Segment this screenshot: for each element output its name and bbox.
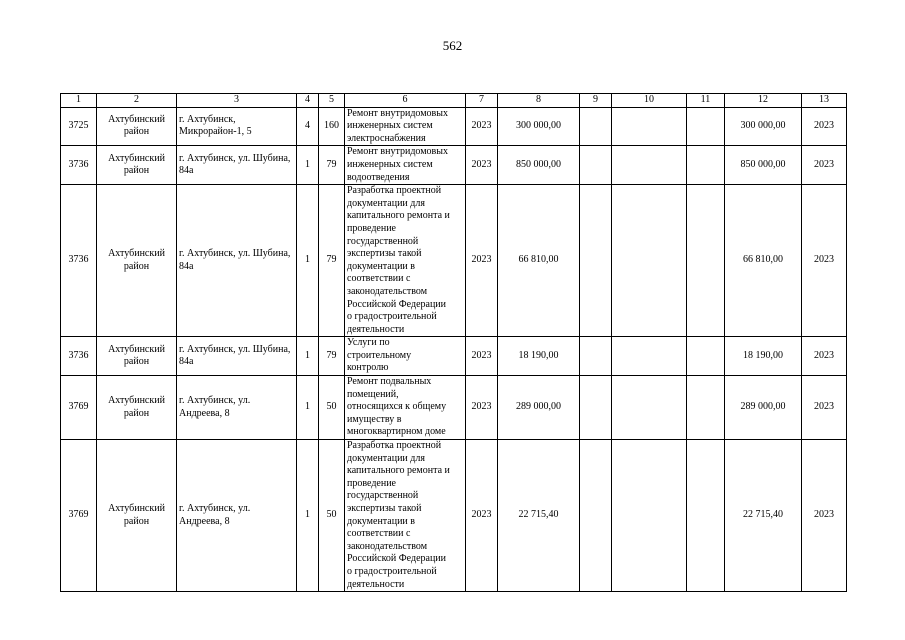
work-description-line: капитального ремонта и xyxy=(347,465,450,477)
work-description-line: водоотведения xyxy=(347,171,410,183)
repair-register-table xyxy=(60,93,847,592)
completion-year-cell: 2023 xyxy=(802,185,847,337)
col10-cell xyxy=(612,107,687,146)
col10-cell xyxy=(612,376,687,440)
col10-cell xyxy=(612,185,687,337)
total-cost-cell: 289 000,00 xyxy=(498,376,580,440)
col4-cell: 1 xyxy=(297,440,319,592)
table-row xyxy=(61,185,847,337)
work-description-line: документации для xyxy=(347,452,425,464)
row-id-cell: 3769 xyxy=(61,440,97,592)
work-description-line: о градостроительной xyxy=(347,565,437,577)
column-header: 3 xyxy=(177,94,297,108)
completion-year-cell: 2023 xyxy=(802,376,847,440)
work-description-line: Ремонт внутридомовых xyxy=(347,107,449,119)
work-description-line: законодательством xyxy=(347,540,428,552)
col5-cell: 79 xyxy=(319,146,345,185)
work-description-line: о градостроительной xyxy=(347,311,437,323)
col5-cell: 79 xyxy=(319,337,345,376)
row-id-cell: 3736 xyxy=(61,146,97,185)
work-description-line: помещений, xyxy=(347,388,399,400)
work-description-line: документации в xyxy=(347,515,415,527)
year-cell: 2023 xyxy=(466,440,498,592)
work-description-line: имуществу в xyxy=(347,413,402,425)
total-cost-cell: 66 810,00 xyxy=(498,185,580,337)
year-cell: 2023 xyxy=(466,376,498,440)
row-id-cell: 3736 xyxy=(61,337,97,376)
work-description-line: электроснабжения xyxy=(347,132,426,144)
work-description-line: Российской Федерации xyxy=(347,298,447,310)
address-cell: г. Ахтубинск, ул. Шубина, 84а xyxy=(177,185,297,337)
work-description-line: Разработка проектной xyxy=(347,185,442,197)
work-description-line: экспертизы такой xyxy=(347,503,422,514)
col4-cell: 1 xyxy=(297,376,319,440)
column-header: 5 xyxy=(319,94,345,108)
table-row xyxy=(61,376,847,440)
col12-cost-cell: 300 000,00 xyxy=(725,107,802,146)
column-header: 12 xyxy=(725,94,802,108)
col12-cost-cell: 22 715,40 xyxy=(725,440,802,592)
total-cost-cell: 18 190,00 xyxy=(498,337,580,376)
total-cost-cell: 22 715,40 xyxy=(498,440,580,592)
total-cost-cell: 850 000,00 xyxy=(498,146,580,185)
address-cell: г. Ахтубинск, ул. Шубина, 84а xyxy=(177,337,297,376)
column-header: 7 xyxy=(466,94,498,108)
page-number: 562 xyxy=(442,38,463,53)
col9-cell xyxy=(580,185,612,337)
col5-cell: 50 xyxy=(319,376,345,440)
column-header: 1 xyxy=(61,94,97,108)
work-description-line: инженерных систем xyxy=(347,120,433,132)
work-description-line: соответствии с xyxy=(347,273,411,285)
work-description-line: Услуги по xyxy=(347,337,390,349)
col12-cost-cell: 66 810,00 xyxy=(725,185,802,337)
work-description-line: государственной xyxy=(347,490,419,502)
work-description-line: инженерных систем xyxy=(347,158,433,170)
work-description-line: соответствии с xyxy=(347,528,411,540)
total-cost-cell: 300 000,00 xyxy=(498,107,580,146)
col12-cost-cell: 289 000,00 xyxy=(725,376,802,440)
completion-year-cell: 2023 xyxy=(802,107,847,146)
work-description-line: Российской Федерации xyxy=(347,553,447,565)
district-cell: Ахтубинский район xyxy=(97,337,177,376)
col9-cell xyxy=(580,107,612,146)
row-id-cell: 3736 xyxy=(61,185,97,337)
work-description-line: многоквартирном доме xyxy=(347,426,446,438)
col9-cell xyxy=(580,337,612,376)
table-row xyxy=(61,337,847,376)
district-cell: Ахтубинский район xyxy=(97,107,177,146)
district-cell: Ахтубинский район xyxy=(97,376,177,440)
work-description-line: документации в xyxy=(347,260,415,272)
column-header: 9 xyxy=(580,94,612,108)
work-description-line: документации для xyxy=(347,197,425,209)
column-header: 6 xyxy=(345,94,466,108)
col11-cell xyxy=(687,440,725,592)
row-id-cell: 3725 xyxy=(61,107,97,146)
column-header: 10 xyxy=(612,94,687,108)
work-description-line: государственной xyxy=(347,235,419,247)
table-body xyxy=(61,107,847,592)
district-cell: Ахтубинский район xyxy=(97,146,177,185)
col9-cell xyxy=(580,440,612,592)
work-description-line: Ремонт внутридомовых xyxy=(347,146,449,158)
col4-cell: 1 xyxy=(297,337,319,376)
work-description-line: деятельности xyxy=(347,578,405,590)
col5-cell: 160 xyxy=(319,107,345,146)
column-header: 2 xyxy=(97,94,177,108)
work-description-line: проведение xyxy=(347,477,396,489)
work-description-line: проведение xyxy=(347,222,396,234)
col9-cell xyxy=(580,146,612,185)
col5-cell: 50 xyxy=(319,440,345,592)
work-description-cell xyxy=(345,107,466,146)
col4-cell: 4 xyxy=(297,107,319,146)
column-header: 13 xyxy=(802,94,847,108)
year-cell: 2023 xyxy=(466,337,498,376)
column-header: 4 xyxy=(297,94,319,108)
work-description-line: Разработка проектной xyxy=(347,440,442,452)
table-row xyxy=(61,107,847,146)
address-cell: г. Ахтубинск, ул. Андреева, 8 xyxy=(177,440,297,592)
col11-cell xyxy=(687,107,725,146)
work-description-line: капитального ремонта и xyxy=(347,210,450,222)
table-header-row xyxy=(61,94,847,108)
col10-cell xyxy=(612,440,687,592)
col10-cell xyxy=(612,337,687,376)
work-description-line: контролю xyxy=(347,362,389,374)
completion-year-cell: 2023 xyxy=(802,440,847,592)
col9-cell xyxy=(580,376,612,440)
col4-cell: 1 xyxy=(297,146,319,185)
row-id-cell: 3769 xyxy=(61,376,97,440)
work-description-line: относящихся к общему xyxy=(347,401,447,413)
completion-year-cell: 2023 xyxy=(802,146,847,185)
work-description-cell xyxy=(345,337,466,376)
work-description-cell xyxy=(345,185,466,337)
district-cell: Ахтубинский район xyxy=(97,440,177,592)
address-cell: г. Ахтубинск, Микрорайон-1, 5 xyxy=(177,107,297,146)
year-cell: 2023 xyxy=(466,185,498,337)
work-description-line: законодательством xyxy=(347,285,428,297)
work-description-line: строительному xyxy=(347,349,412,361)
district-cell: Ахтубинский район xyxy=(97,185,177,337)
year-cell: 2023 xyxy=(466,107,498,146)
address-cell: г. Ахтубинск, ул. Шубина, 84а xyxy=(177,146,297,185)
col11-cell xyxy=(687,146,725,185)
table-row xyxy=(61,440,847,592)
address-cell: г. Ахтубинск, ул. Андреева, 8 xyxy=(177,376,297,440)
column-header: 8 xyxy=(498,94,580,108)
col11-cell xyxy=(687,337,725,376)
work-description-cell xyxy=(345,440,466,592)
work-description-line: деятельности xyxy=(347,323,405,335)
col12-cost-cell: 18 190,00 xyxy=(725,337,802,376)
col11-cell xyxy=(687,376,725,440)
work-description-cell xyxy=(345,146,466,185)
col11-cell xyxy=(687,185,725,337)
work-description-cell xyxy=(345,376,466,440)
column-header: 11 xyxy=(687,94,725,108)
col4-cell: 1 xyxy=(297,185,319,337)
work-description-line: Ремонт подвальных xyxy=(347,376,432,388)
year-cell: 2023 xyxy=(466,146,498,185)
col5-cell: 79 xyxy=(319,185,345,337)
col12-cost-cell: 850 000,00 xyxy=(725,146,802,185)
table-row xyxy=(61,146,847,185)
work-description-line: экспертизы такой xyxy=(347,248,422,260)
completion-year-cell: 2023 xyxy=(802,337,847,376)
col10-cell xyxy=(612,146,687,185)
